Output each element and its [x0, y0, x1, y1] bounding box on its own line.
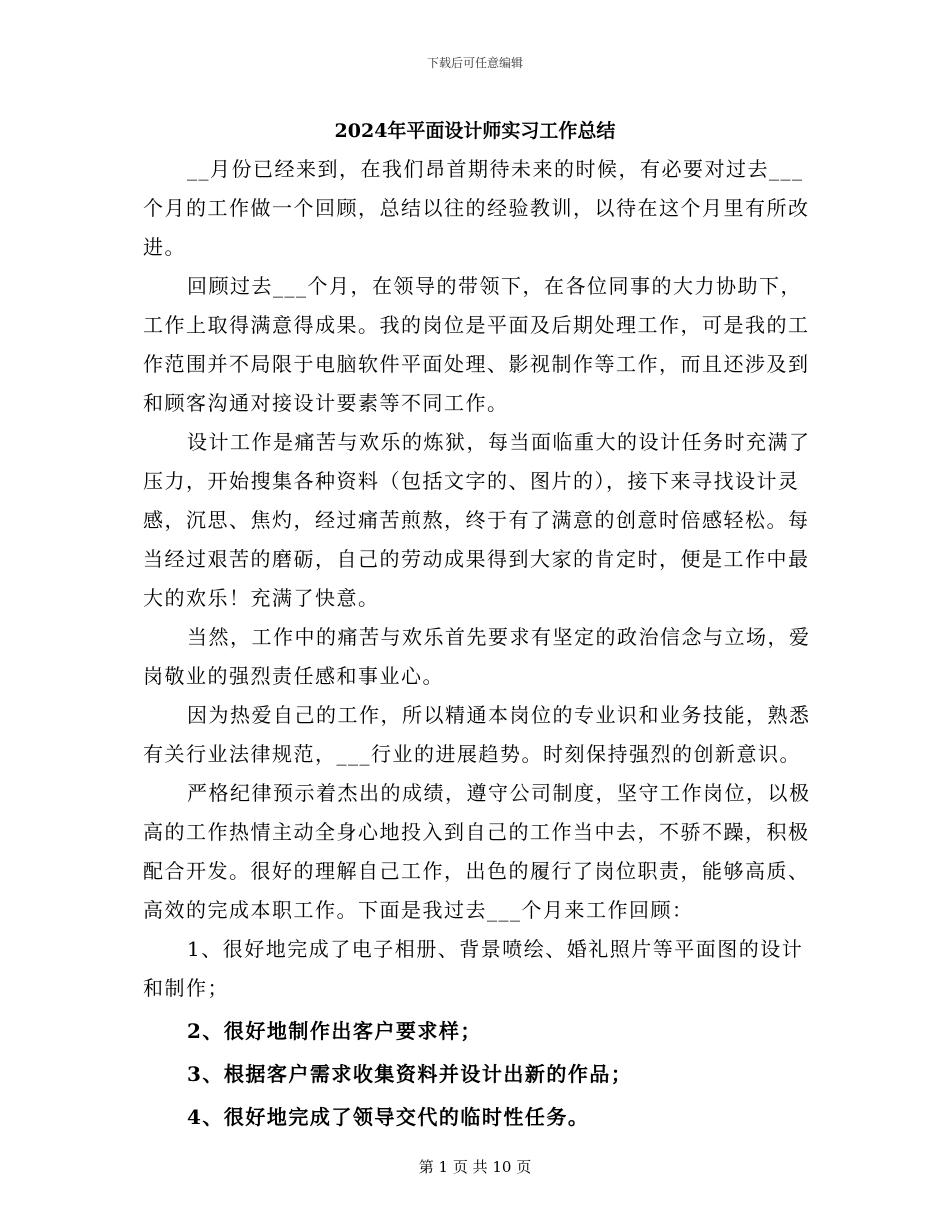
list-item-1: 1、很好地完成了电子相册、背景喷绘、婚礼照片等平面图的设计和制作； — [143, 937, 804, 1000]
paragraph-4: 当然，工作中的痛苦与欢乐首先要求有坚定的政治信念与立场，爱岗敬业的强烈责任感和事业心。 — [143, 625, 811, 688]
document-title: 2024年平面设计师实习工作总结 — [334, 120, 616, 142]
document-body — [143, 150, 823, 1137]
page-footer: 第 1 页 共 10 页 — [418, 1158, 532, 1176]
paragraph-3: 设计工作是痛苦与欢乐的炼狱，每当面临重大的设计任务时充满了压力，开始搜集各种资料（包括文字的、图片的），接下来寻找设计灵感，沉思、焦灼，经过痛苦煎熬，终于有了满意的创意时倍感轻松。每当经过艰苦的磨砺，自己的劳动成果得到大家的肯定时，便是工作中最大的欢乐！充满了快意。 — [143, 430, 811, 610]
paragraph-5: 因为热爱自己的工作，所以精通本岗位的专业识和业务技能，熟悉有关行业法律规范，___行业的进展趋势。时刻保持强烈的创新意识。 — [143, 703, 811, 766]
list-item-2: 2、很好地制作出客户要求样； — [187, 1019, 482, 1043]
list-item-4: 4、很好地完成了领导交代的临时性任务。 — [187, 1105, 590, 1129]
paragraph-2: 回顾过去___个月，在领导的带领下，在各位同事的大力协助下，工作上取得满意得成果。我的岗位是平面及后期处理工作，可是我的工作范围并不局限于电脑软件平面处理、影视制作等工作，而且还涉及到和顾客沟通对接设计要素等不同工作。 — [143, 274, 810, 415]
page-header-note: 下载后可任意编辑 — [426, 56, 523, 70]
paragraph-1: __月份已经来到，在我们昂首期待未来的时候，有必要对过去___个月的工作做一个回顾，总结以往的经验教训，以待在这个月里有所改进。 — [143, 157, 810, 259]
paragraph-6: 严格纪律预示着杰出的成绩，遵守公司制度，坚守工作岗位，以极高的工作热情主动全身心地投入到自己的工作当中去，不骄不躁，积极配合开发。很好的理解自己工作，出色的履行了岗位职责，能够高质、高效的完成本职工作。下面是我过去___个月来工作回顾： — [143, 781, 811, 922]
list-item-3: 3、根据客户需求收集资料并设计出新的作品； — [187, 1062, 633, 1086]
